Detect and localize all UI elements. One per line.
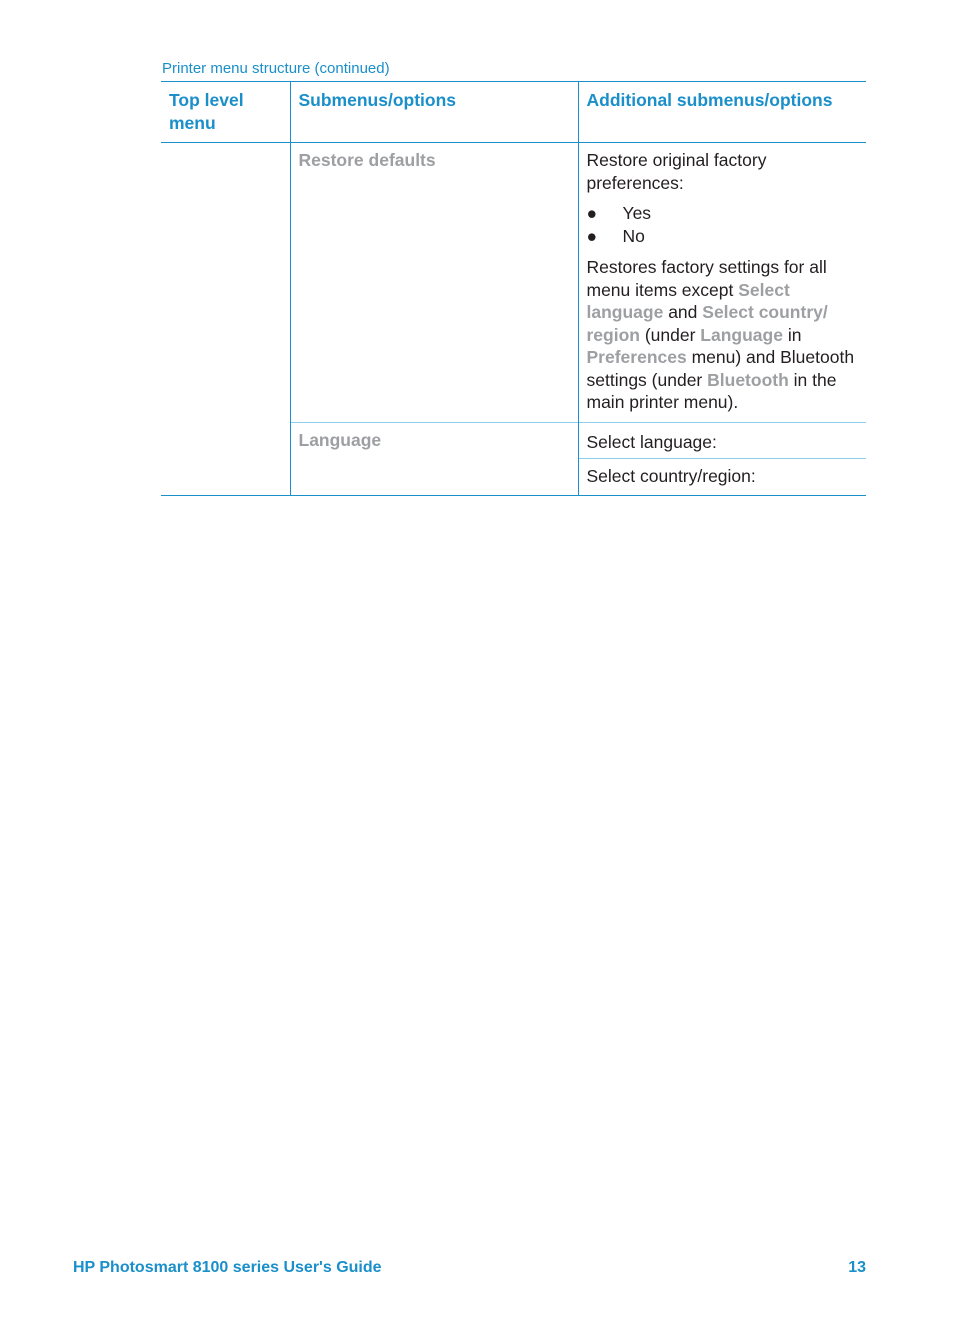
footer-page-number: 13 xyxy=(848,1259,866,1276)
keyword-bluetooth: Bluetooth xyxy=(707,369,789,390)
desc-text: (under xyxy=(639,324,701,345)
header-additional-submenus: Additional submenus/options xyxy=(578,82,866,143)
keyword-preferences: Preferences xyxy=(586,347,687,367)
list-item xyxy=(587,225,859,248)
table-row xyxy=(161,143,866,423)
keyword-select-country-region: Select country/ region xyxy=(586,302,828,345)
desc-text: Restores factory settings for all menu items except xyxy=(586,257,827,300)
bullet-icon: ● xyxy=(586,203,598,223)
restore-intro: Restore original factory preferences: xyxy=(586,150,767,193)
table-header-row xyxy=(161,82,866,143)
desc-text: menu) and Bluetooth settings (under xyxy=(586,347,855,390)
keyword-language: Language xyxy=(700,324,783,345)
printer-menu-table xyxy=(161,81,866,496)
option-restore-defaults: Restore defaults xyxy=(298,150,436,170)
restore-choices-list xyxy=(587,202,859,248)
bullet-icon: ● xyxy=(586,226,598,246)
restore-description xyxy=(587,256,859,414)
list-item xyxy=(587,202,859,225)
desc-text: in the main printer menu). xyxy=(586,369,837,412)
top-level-menu-cell xyxy=(161,143,290,496)
desc-text: and xyxy=(663,302,703,322)
header-top-level-menu: Top level menu xyxy=(161,82,290,143)
choice-no: No xyxy=(622,226,645,246)
select-country-region-cell: Select country/region: xyxy=(578,459,866,496)
restore-defaults-cell xyxy=(290,143,578,423)
header-submenus-options: Submenus/options xyxy=(290,82,578,143)
keyword-select-language: Select language xyxy=(586,279,790,322)
footer-guide-title: HP Photosmart 8100 series User's Guide xyxy=(73,1259,382,1276)
restore-defaults-detail-cell xyxy=(578,143,866,423)
option-language: Language xyxy=(298,429,382,450)
desc-text: in xyxy=(782,324,802,345)
language-cell xyxy=(290,422,578,495)
select-language-cell: Select language: xyxy=(578,422,866,459)
choice-yes: Yes xyxy=(622,203,652,223)
table-caption: Printer menu structure (continued) xyxy=(162,60,390,77)
